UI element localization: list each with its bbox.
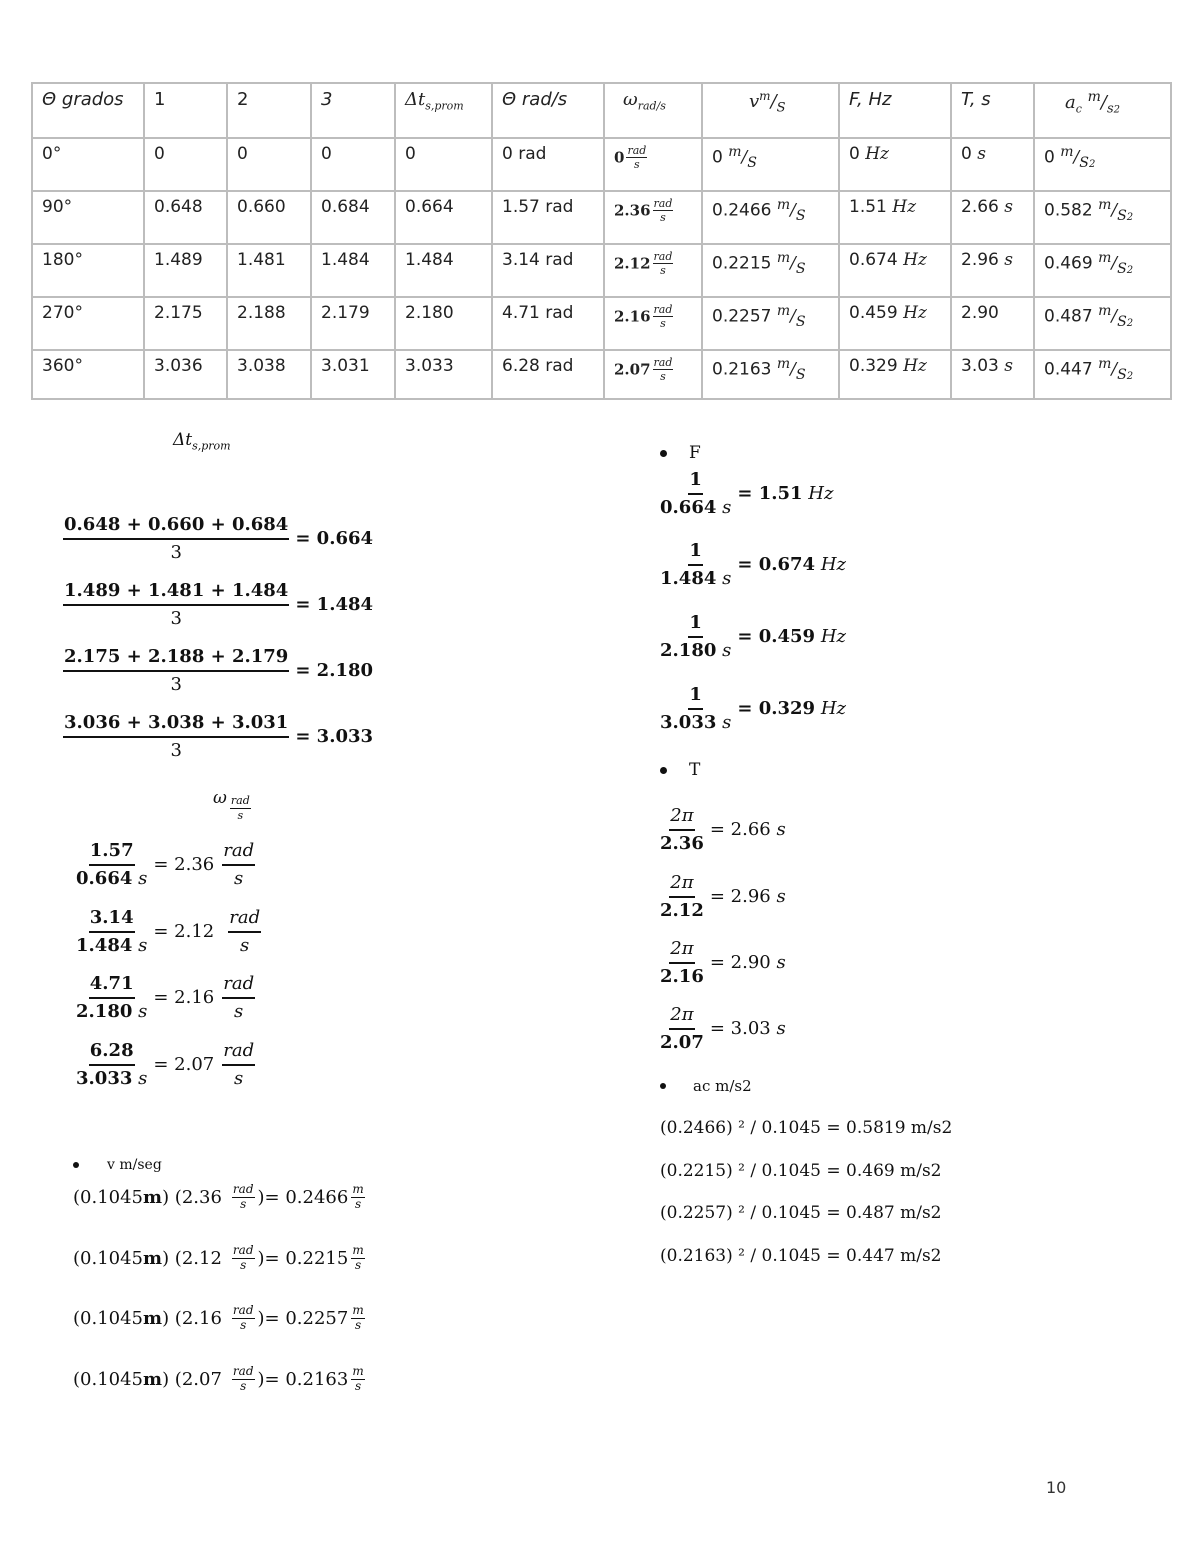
cell-trial-2: 0.660 [227, 191, 311, 244]
cell-period: 2.96 s [951, 244, 1034, 297]
frequency-bullet: F [660, 443, 701, 463]
table-row [32, 191, 1171, 244]
page-number: 10 [1046, 1478, 1067, 1497]
cell-omega: 2.12 $\frac{\text{rad}}{s}$ [604, 244, 702, 297]
frequency-equation: $\frac{1}{2.180 s}$ = 0.459 Hz [660, 612, 846, 661]
cell-omega: 2.07 $\frac{\text{rad}}{s}$ [604, 350, 702, 399]
cell-accel: 0.582 $^m/_{S2}$ [1034, 191, 1171, 244]
bullet-icon [73, 1162, 79, 1168]
cell-velocity: 0.2257 $^m/_S$ [702, 297, 839, 350]
period-equation: $\frac{2\pi}{2.12}$ = 2.96 s [660, 872, 786, 921]
cell-accel: 0.447 $^m/_{S2}$ [1034, 350, 1171, 399]
table-row [32, 297, 1171, 350]
cell-period: 0 s [951, 138, 1034, 191]
cell-frequency: 0.459 Hz [839, 297, 951, 350]
acceleration-line: (0.2466) ² / 0.1045 = 0.5819 m/s2 [660, 1118, 953, 1138]
cell-angle-rad: 1.57 rad [492, 191, 604, 244]
cell-velocity: 0.2466 $^m/_S$ [702, 191, 839, 244]
cell-trial-3: 0 [311, 138, 395, 191]
measurement-table [31, 82, 1172, 400]
velocity-line: (0.1045 m ) (2.12 rad s ) = 0.2215 m s [73, 1243, 364, 1272]
cell-degrees: 0° [32, 138, 144, 191]
acceleration-line: (0.2215) ² / 0.1045 = 0.469 m/s2 [660, 1161, 942, 1181]
cell-frequency: 0 Hz [839, 138, 951, 191]
cell-trial-2: 0 [227, 138, 311, 191]
cell-period: 3.03 s [951, 350, 1034, 399]
period-equation: $\frac{2\pi}{2.07}$ = 3.03 s [660, 1004, 786, 1053]
table-row [32, 244, 1171, 297]
cell-trial-1: 0.648 [144, 191, 227, 244]
cell-degrees: 180° [32, 244, 144, 297]
cell-velocity: 0.2163 $^m/_S$ [702, 350, 839, 399]
avg-equation: $\frac{1.489 + 1.481 + 1.484}{3}$ = 1.484 [64, 580, 374, 629]
cell-avg-time: 2.180 [395, 297, 492, 350]
cell-trial-2: 1.481 [227, 244, 311, 297]
omega-equation: $\frac{6.28}{3.033 s}$ = 2.07 $\frac{\text{rad}}{s}$ [76, 1040, 255, 1089]
header-frequency: F, Hz [839, 83, 951, 138]
bullet-icon [660, 450, 667, 457]
cell-trial-3: 2.179 [311, 297, 395, 350]
header-period: T, s [951, 83, 1034, 138]
omega-label: ω rad s [213, 788, 250, 822]
omega-equation: $\frac{3.14}{1.484 s}$ = 2.12 $\frac{\text{rad}}{s}$ [76, 907, 261, 956]
velocity-line: (0.1045 m ) (2.16 rad s ) = 0.2257 m s [73, 1303, 364, 1332]
cell-trial-2: 2.188 [227, 297, 311, 350]
cell-angle-rad: 6.28 rad [492, 350, 604, 399]
cell-frequency: 0.329 Hz [839, 350, 951, 399]
cell-omega: 0 $\frac{\text{rad}}{s}$ [604, 138, 702, 191]
cell-accel: 0.469 $^m/_{S2}$ [1034, 244, 1171, 297]
cell-trial-1: 0 [144, 138, 227, 191]
period-equation: $\frac{2\pi}{2.16}$ = 2.90 s [660, 938, 786, 987]
cell-avg-time: 0.664 [395, 191, 492, 244]
cell-avg-time: 1.484 [395, 244, 492, 297]
avg-time-label: $\Delta t_{s,prom}$ [173, 430, 231, 453]
header-trial-3: 3 [311, 83, 395, 138]
cell-degrees: 90° [32, 191, 144, 244]
period-bullet: T [660, 760, 700, 780]
header-velocity: $v^m/_S$ [702, 83, 839, 138]
cell-accel: 0.487 $^m/_{S2}$ [1034, 297, 1171, 350]
header-angle-rad: Θ rad/s [492, 83, 604, 138]
cell-trial-3: 3.031 [311, 350, 395, 399]
frequency-equation: $\frac{1}{0.664 s}$ = 1.51 Hz [660, 469, 834, 518]
cell-velocity: 0 $^m/_S$ [702, 138, 839, 191]
frequency-equation: $\frac{1}{1.484 s}$ = 0.674 Hz [660, 540, 846, 589]
cell-trial-1: 2.175 [144, 297, 227, 350]
acceleration-bullet: ac m/s2 [660, 1077, 752, 1095]
avg-equation: $\frac{0.648 + 0.660 + 0.684}{3}$ = 0.664 [64, 514, 374, 563]
frequency-equation: $\frac{1}{3.033 s}$ = 0.329 Hz [660, 684, 846, 733]
velocity-line: (0.1045 m ) (2.07 rad s ) = 0.2163 m s [73, 1364, 364, 1393]
cell-degrees: 270° [32, 297, 144, 350]
table-row [32, 350, 1171, 399]
cell-frequency: 0.674 Hz [839, 244, 951, 297]
cell-avg-time: 3.033 [395, 350, 492, 399]
omega-equation: $\frac{1.57}{0.664 s}$ = 2.36 $\frac{\text{rad}}{s}$ [76, 840, 255, 889]
period-equation: $\frac{2\pi}{2.36}$ = 2.66 s [660, 805, 786, 854]
cell-degrees: 360° [32, 350, 144, 399]
bullet-icon [660, 767, 667, 774]
cell-period: 2.90 [951, 297, 1034, 350]
cell-trial-1: 3.036 [144, 350, 227, 399]
velocity-bullet: v m/seg [73, 1157, 162, 1173]
cell-trial-3: 1.484 [311, 244, 395, 297]
cell-trial-3: 0.684 [311, 191, 395, 244]
cell-trial-2: 3.038 [227, 350, 311, 399]
cell-avg-time: 0 [395, 138, 492, 191]
bullet-icon [660, 1083, 666, 1089]
cell-angle-rad: 0 rad [492, 138, 604, 191]
cell-accel: 0 $^m/_{S2}$ [1034, 138, 1171, 191]
header-degrees: Θ grados [32, 83, 144, 138]
table-row [32, 138, 1171, 191]
cell-angle-rad: 4.71 rad [492, 297, 604, 350]
header-accel: $a_c$ $^m/_{s2}$ [1034, 83, 1171, 138]
cell-period: 2.66 s [951, 191, 1034, 244]
velocity-line: (0.1045 m ) (2.36 rad s ) = 0.2466 m s [73, 1182, 364, 1211]
omega-equation: $\frac{4.71}{2.180 s}$ = 2.16 $\frac{\text{rad}}{s}$ [76, 973, 255, 1022]
cell-omega: 2.36 $\frac{\text{rad}}{s}$ [604, 191, 702, 244]
acceleration-line: (0.2163) ² / 0.1045 = 0.447 m/s2 [660, 1246, 942, 1266]
header-trial-1: 1 [144, 83, 227, 138]
cell-velocity: 0.2215 $^m/_S$ [702, 244, 839, 297]
cell-omega: 2.16 $\frac{\text{rad}}{s}$ [604, 297, 702, 350]
cell-angle-rad: 3.14 rad [492, 244, 604, 297]
cell-frequency: 1.51 Hz [839, 191, 951, 244]
header-trial-2: 2 [227, 83, 311, 138]
cell-trial-1: 1.489 [144, 244, 227, 297]
header-avg-time: $\Delta t_{s,prom}$ [395, 83, 492, 138]
acceleration-line: (0.2257) ² / 0.1045 = 0.487 m/s2 [660, 1203, 942, 1223]
avg-equation: $\frac{2.175 + 2.188 + 2.179}{3}$ = 2.180 [64, 646, 374, 695]
header-omega: $\omega_{rad/s}$ [604, 83, 702, 138]
table-header-row [32, 83, 1171, 138]
avg-equation: $\frac{3.036 + 3.038 + 3.031}{3}$ = 3.033 [64, 712, 374, 761]
